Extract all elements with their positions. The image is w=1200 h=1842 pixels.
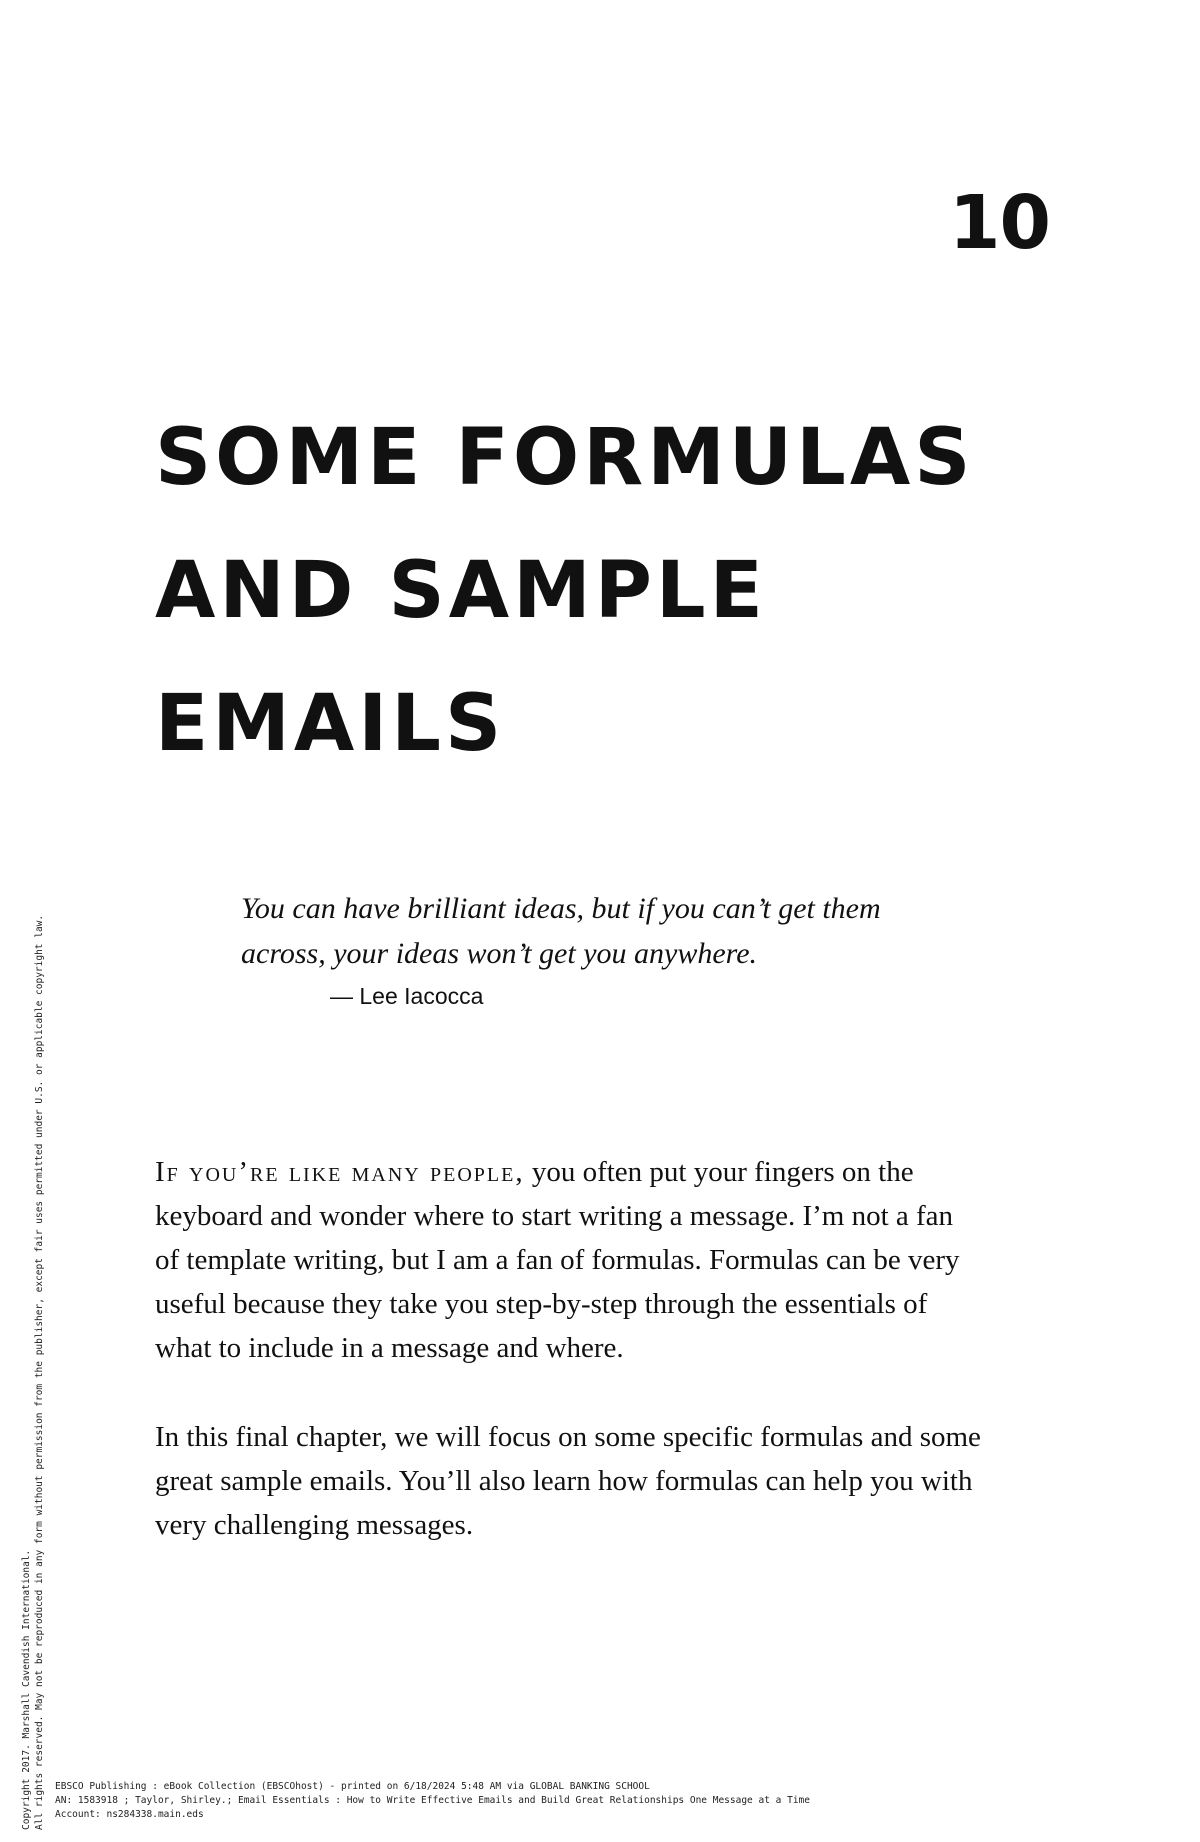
print-footer: [55, 1780, 1195, 1822]
paragraph-line: [155, 1150, 1060, 1194]
chapter-title-line: AND SAMPLE: [155, 546, 767, 636]
paragraph-line-rest: you often put your fingers on the: [524, 1156, 914, 1188]
print-footer-line: EBSCO Publishing : eBook Collection (EBSCOhost) - printed on 6/18/2024 5:48 AM via GLOBAL BANKING SCHOOL: [55, 1781, 650, 1792]
copyright-notice-line: Copyright 2017. Marshall Cavendish International.: [21, 1549, 32, 1830]
epigraph-line: across, your ideas won’t get you anywhere.: [241, 937, 758, 970]
paragraph-line: keyboard and wonder where to start writing a message. I’m not a fan: [155, 1200, 954, 1232]
paragraph-line: of template writing, but I am a fan of formulas. Formulas can be very: [155, 1244, 960, 1276]
paragraph-line: In this final chapter, we will focus on some specific formulas and some: [155, 1421, 981, 1453]
small-caps-lead-in: If you’re like many people,: [155, 1156, 525, 1188]
chapter-number: 10: [949, 180, 1050, 266]
copyright-notice: [20, 490, 46, 1830]
epigraph-quote: [241, 886, 981, 976]
paragraph-line: useful because they take you step-by-step through the essentials of: [155, 1288, 928, 1320]
paragraph-line: very challenging messages.: [155, 1509, 474, 1541]
copyright-notice-line: All rights reserved. May not be reproduced in any form without permission from the publisher, except fair uses permitted under U.S. or applicable copyright law.: [34, 914, 45, 1830]
chapter-title-line: SOME FORMULAS: [155, 413, 975, 503]
paragraph-line: what to include in a message and where.: [155, 1332, 624, 1364]
print-footer-line: AN: 1583918 ; Taylor, Shirley.; Email Essentials : How to Write Effective Emails and Build Great Relationships One Message at a Time: [55, 1795, 810, 1806]
epigraph-attribution: — Lee Iacocca: [330, 983, 484, 1009]
chapter-title: [155, 392, 1055, 791]
print-footer-line: Account: ns284338.main.eds: [55, 1809, 204, 1820]
body-paragraph-2: [155, 1415, 1060, 1547]
epigraph-line: You can have brilliant ideas, but if you can’t get them: [241, 892, 881, 925]
body-paragraph-1: [155, 1150, 1060, 1370]
paragraph-line: great sample emails. You’ll also learn how formulas can help you with: [155, 1465, 973, 1497]
chapter-title-line: EMAILS: [155, 679, 506, 769]
